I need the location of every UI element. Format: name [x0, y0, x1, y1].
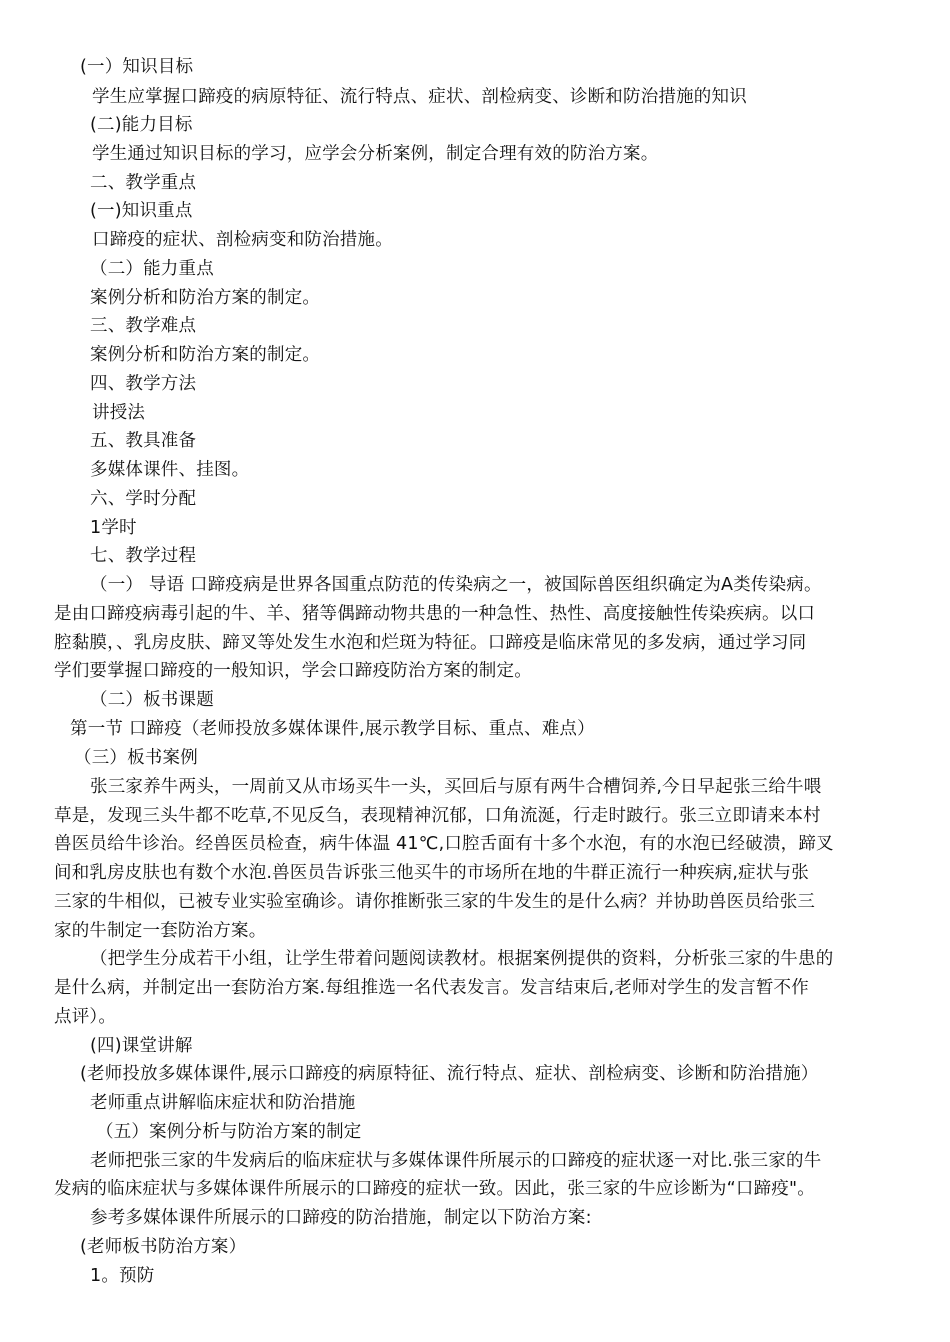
heading-class-hours: 六、学时分配 [90, 489, 197, 509]
section-case-analysis: （五）案例分析与防治方案的制定 [96, 1122, 362, 1142]
prevention-heading: 1。预防 [90, 1266, 155, 1286]
section-board-title: （二）板书课题 [90, 690, 214, 710]
heading-teaching-method: 四、教学方法 [90, 374, 197, 394]
group-line-2: 是什么病，并制定出一套防治方案.每组推选一名代表发言。发言结束后,老师对学生的发言暂不作 [54, 978, 809, 998]
lecture-focus-text: 老师重点讲解临床症状和防治措施 [90, 1093, 356, 1113]
ability-focus-text: 案例分析和防治方案的制定。 [90, 288, 321, 308]
case-line-1: 张三家养牛两头，一周前又从市场买牛一头，买回后与原有两牛合槽饲养,今日早起张三给牛喂 [90, 777, 822, 797]
heading-teaching-difficulty: 三、教学难点 [90, 316, 197, 336]
knowledge-goal-text: 学生应掌握口蹄疫的病原特征、流行特点、症状、剖检病变、诊断和防治措施的知识 [92, 87, 747, 107]
section-board-case: （三）板书案例 [74, 748, 198, 768]
intro-line-1: （一） 导语 口蹄疫病是世界各国重点防范的传染病之一，被国际兽医组织确定为A类传染病。 [90, 575, 822, 595]
heading-teaching-process: 七、教学过程 [90, 546, 197, 566]
heading-teaching-focus: 二、教学重点 [90, 173, 197, 193]
group-line-3: 点评）。 [54, 1007, 117, 1027]
lecture-media-note: (老师投放多媒体课件,展示口蹄疫的病原特征、流行特点、症状、剖检病变、诊断和防治措施） [80, 1064, 819, 1084]
group-line-1: （把学生分成若干小组，让学生带着问题阅读教材。根据案例提供的资料，分析张三家的牛患的 [90, 949, 834, 969]
section-ability-focus: （二）能力重点 [90, 259, 214, 279]
case-line-5: 三家的牛相似，已被专业实验室确诊。请你推断张三家的牛发生的是什么病？并协助兽医员给张三 [54, 892, 816, 912]
heading-teaching-aids: 五、教具准备 [90, 431, 197, 451]
class-hours-text: 1学时 [90, 518, 137, 538]
section-knowledge-focus: (一)知识重点 [90, 201, 193, 221]
case-line-4: 间和乳房皮肤也有数个水泡.兽医员告诉张三他买牛的市场所在地的牛群正流行一种疾病,症状与张 [54, 863, 809, 883]
intro-line-2: 是由口蹄疫病毒引起的牛、羊、猪等偶蹄动物共患的一种急性、热性、高度接触性传染疾病。以口 [54, 604, 816, 624]
section-lecture: (四)课堂讲解 [90, 1036, 193, 1056]
board-plan-note: (老师板书防治方案） [80, 1237, 247, 1257]
method-text: 讲授法 [92, 403, 146, 423]
case-line-2: 草是，发现三头牛都不吃草,不见反刍，表现精神沉郁，口角流涎，行走时跛行。张三立即请来本村 [54, 806, 821, 826]
section-knowledge-goal: (一）知识目标 [80, 57, 194, 77]
difficulty-text: 案例分析和防治方案的制定。 [90, 345, 321, 365]
section-ability-goal: (二)能力目标 [90, 115, 193, 135]
ability-goal-text: 学生通过知识目标的学习，应学会分析案例，制定合理有效的防治方案。 [92, 144, 659, 164]
aids-text: 多媒体课件、挂图。 [90, 460, 250, 480]
case-line-3: 兽医员给牛诊治。经兽医员检查，病牛体温 41℃,口腔舌面有十多个水泡，有的水泡已经破溃，蹄叉 [54, 834, 834, 854]
intro-line-3: 腔黏膜，、乳房皮肤、蹄叉等处发生水泡和烂斑为特征。口蹄疫是临床常见的多发病，通过学习同 [54, 633, 807, 653]
plan-intro-text: 参考多媒体课件所展示的口蹄疫的防治措施，制定以下防治方案: [90, 1208, 592, 1228]
analysis-line-2: 发病的临床症状与多媒体课件所展示的口蹄疫的症状一致。因此，张三家的牛应诊断为“口蹄疫"。 [54, 1179, 815, 1199]
intro-line-4: 学们要掌握口蹄疫的一般知识，学会口蹄疫防治方案的制定。 [54, 661, 532, 681]
analysis-line-1: 老师把张三家的牛发病后的临床症状与多媒体课件所展示的口蹄疫的症状逐一对比.张三家的牛 [90, 1151, 822, 1171]
lesson-title: 第一节 口蹄疫（老师投放多媒体课件,展示教学目标、重点、难点） [70, 719, 595, 739]
knowledge-focus-text: 口蹄疫的症状、剖检病变和防治措施。 [92, 230, 393, 250]
case-line-6: 家的牛制定一套防治方案。 [54, 921, 267, 941]
